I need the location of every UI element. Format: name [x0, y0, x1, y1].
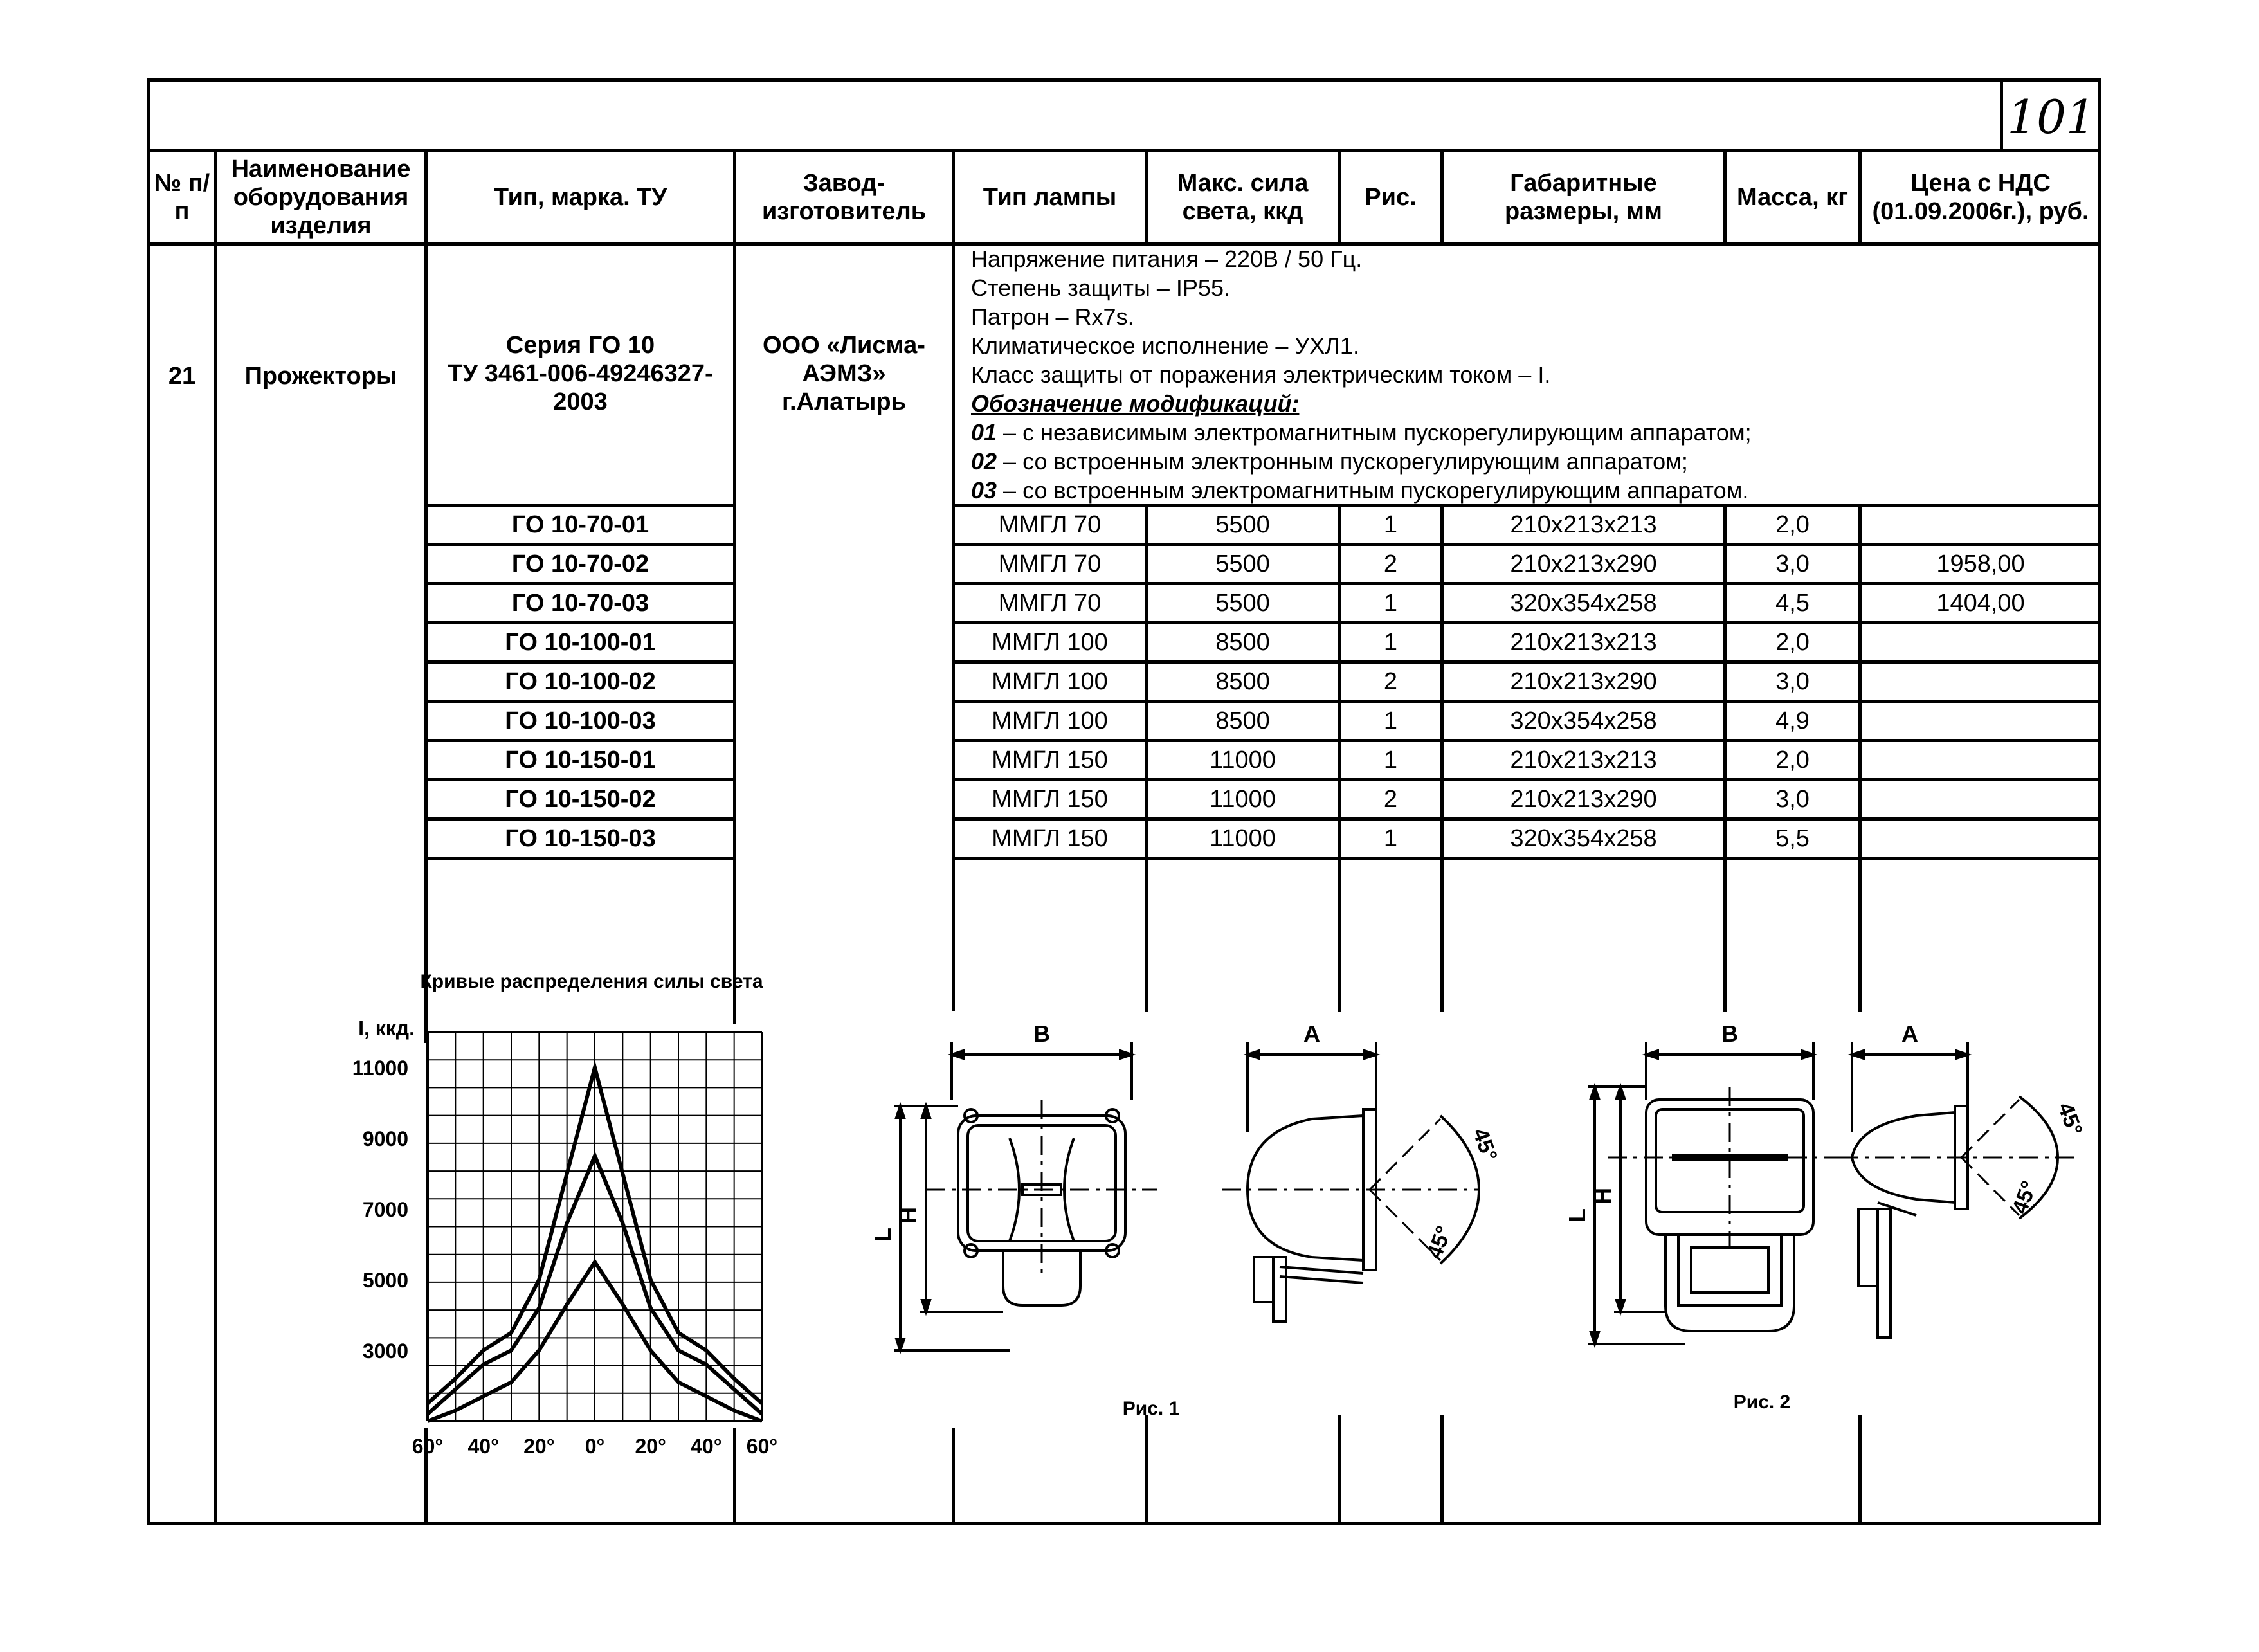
row-power: 5500	[1215, 511, 1270, 538]
spec-socket: Патрон – Rx7s.	[971, 304, 1134, 330]
row-dims: 320x354x258	[1510, 825, 1657, 852]
row-mass: 2,0	[1775, 747, 1810, 774]
row-mass: 3,0	[1775, 550, 1810, 577]
row-fig: 1	[1383, 825, 1398, 852]
mod01-text: – с независимым электромагнитным пускорегулирующим аппаратом;	[997, 419, 1752, 446]
row-model: ГО 10-150-02	[505, 786, 656, 813]
chart-xtick: 60°	[746, 1435, 778, 1458]
spec-mod02	[971, 447, 2096, 476]
chart-ylabel: I, ккд.	[358, 1017, 415, 1040]
page-number: 101	[2007, 90, 2096, 144]
row-model: ГО 10-150-01	[505, 747, 656, 774]
row-mass: 2,0	[1775, 629, 1810, 656]
fig2-dim-H: H	[1590, 1188, 1616, 1204]
row-price	[1862, 742, 2100, 778]
row-mass: 3,0	[1775, 786, 1810, 813]
row-price: 1404,00	[1936, 590, 2025, 617]
row-dims: 210x213x290	[1510, 786, 1657, 813]
item-name: Прожекторы	[244, 363, 397, 390]
chart-ytick: 11000	[352, 1057, 408, 1080]
fig2-dim-B: B	[1721, 1021, 1738, 1047]
row-dims: 210x213x213	[1510, 511, 1657, 538]
header-lamp: Тип лампы	[983, 184, 1117, 211]
header-type: Тип, марка. ТУ	[493, 184, 667, 211]
fig1-dim-L: L	[869, 1228, 896, 1242]
header-power: Макс. сила света, ккд	[1177, 170, 1309, 225]
row-price	[1862, 624, 2100, 660]
col-stub-4	[952, 1428, 955, 1525]
row-power: 8500	[1215, 707, 1270, 734]
chart-ytick: 9000	[362, 1127, 408, 1150]
chart-xtick: 20°	[523, 1435, 555, 1458]
item-series: Серия ГО 10	[505, 332, 655, 359]
chart-xtick: 40°	[691, 1435, 722, 1458]
fig1-caption: Рис. 1	[1122, 1398, 1180, 1419]
row-power: 5500	[1215, 550, 1270, 577]
col-stub-9	[1858, 1415, 1862, 1525]
row-lamp: ММГЛ 70	[998, 590, 1102, 617]
header-dims: Габаритные размеры, мм	[1505, 170, 1662, 225]
col-stub-7	[1440, 1415, 1444, 1525]
col-line-3	[733, 149, 736, 1024]
item-tu: ТУ 3461-006-49246327-2003	[448, 360, 713, 415]
row-line-data-end	[952, 857, 2101, 860]
row-lamp: ММГЛ 70	[998, 511, 1102, 538]
fig1-angle-bottom: 45°	[1422, 1222, 1457, 1262]
item-maker: ООО «Лисма-АЭМЗ» г.Алатырь	[763, 332, 925, 415]
row-lamp: ММГЛ 100	[992, 668, 1108, 695]
chart-ytick: 5000	[362, 1269, 408, 1292]
spec-mod01	[971, 418, 2096, 447]
row-model: ГО 10-100-02	[505, 668, 656, 695]
item-num: 21	[168, 363, 196, 390]
mod03-text: – со встроенным электромагнитным пускорегулирующим аппаратом.	[997, 477, 1749, 504]
light-distribution-chart	[322, 1003, 823, 1458]
spec-mod03	[971, 476, 2096, 505]
figure-1-drawing	[862, 1003, 1502, 1428]
mod01-code: 01	[971, 419, 997, 446]
row-mass: 3,0	[1775, 668, 1810, 695]
row-lamp: ММГЛ 100	[992, 707, 1108, 734]
chart-xtick: 0°	[585, 1435, 605, 1458]
header-num: № п/п	[154, 170, 210, 225]
row-lamp: ММГЛ 150	[992, 747, 1108, 774]
row-fig: 1	[1383, 747, 1398, 774]
row-dims: 210x213x213	[1510, 629, 1657, 656]
row-power: 8500	[1215, 629, 1270, 656]
row-price	[1862, 703, 2100, 739]
row-fig: 2	[1383, 786, 1398, 813]
row-mass: 5,5	[1775, 825, 1810, 852]
figure-2-drawing	[1556, 1003, 2096, 1428]
spec-voltage: Напряжение питания – 220В / 50 Гц.	[971, 246, 1363, 272]
chart-xtick: 60°	[412, 1435, 444, 1458]
item-type	[428, 331, 733, 416]
header-price: Цена с НДС (01.09.2006г.), руб.	[1872, 170, 2089, 225]
row-power: 11000	[1210, 786, 1276, 813]
row-mass: 4,5	[1775, 590, 1810, 617]
row-mass: 4,9	[1775, 707, 1810, 734]
spec-mod-title: Обозначение модификаций:	[971, 390, 1300, 417]
row-fig: 1	[1383, 629, 1398, 656]
row-model: ГО 10-100-03	[505, 707, 656, 734]
row-fig: 2	[1383, 550, 1398, 577]
chart-title: Кривые распределения силы света	[420, 971, 763, 992]
row-power: 5500	[1215, 590, 1270, 617]
row-lamp: ММГЛ 70	[998, 550, 1102, 577]
row-fig: 1	[1383, 511, 1398, 538]
fig2-dim-L: L	[1564, 1208, 1590, 1222]
header-mass: Масса, кг	[1736, 184, 1849, 211]
chart-xtick: 40°	[467, 1435, 499, 1458]
row-fig: 2	[1383, 668, 1398, 695]
fig1-dim-A: A	[1303, 1021, 1320, 1047]
row-power: 11000	[1210, 747, 1276, 774]
row-power: 8500	[1215, 668, 1270, 695]
chart-ytick: 7000	[362, 1198, 408, 1221]
row-price: 1958,00	[1936, 550, 2025, 577]
mod03-code: 03	[971, 477, 997, 504]
row-mass: 2,0	[1775, 511, 1810, 538]
row-price	[1862, 664, 2100, 700]
row-price	[1862, 821, 2100, 857]
row-lamp: ММГЛ 100	[992, 629, 1108, 656]
specs-block	[971, 244, 2096, 505]
header-fig: Рис.	[1365, 184, 1417, 211]
row-model: ГО 10-150-03	[505, 825, 656, 852]
header-maker: Завод-изготовитель	[761, 170, 927, 225]
col-stub-5	[1145, 1415, 1148, 1525]
chart-ytick: 3000	[362, 1339, 408, 1363]
spec-protection: Степень защиты – IP55.	[971, 275, 1230, 301]
row-dims: 210x213x213	[1510, 747, 1657, 774]
spec-climate: Климатическое исполнение – УХЛ1.	[971, 332, 1359, 359]
row-fig: 1	[1383, 707, 1398, 734]
mod02-code: 02	[971, 448, 997, 475]
spec-shock: Класс защиты от поражения электрическим током – I.	[971, 361, 1551, 388]
row-dims: 320x354x258	[1510, 707, 1657, 734]
fig2-dim-A: A	[1901, 1021, 1918, 1047]
fig2-angle-bottom: 45°	[2007, 1177, 2042, 1217]
row-dims: 210x213x290	[1510, 668, 1657, 695]
col-stub-6	[1338, 1415, 1341, 1525]
row-lamp: ММГЛ 150	[992, 825, 1108, 852]
row-model: ГО 10-70-02	[511, 550, 649, 577]
fig1-angle-top: 45°	[1467, 1125, 1502, 1165]
fig1-dim-B: B	[1033, 1021, 1050, 1047]
row-model: ГО 10-70-03	[511, 590, 649, 617]
page-number-divider	[2000, 78, 2003, 149]
row-price	[1862, 781, 2100, 817]
row-model: ГО 10-70-01	[511, 511, 649, 538]
chart-xtick: 20°	[635, 1435, 666, 1458]
row-dims: 320x354x258	[1510, 590, 1657, 617]
fig2-angle-top: 45°	[2053, 1099, 2087, 1139]
fig1-dim-H: H	[895, 1207, 921, 1224]
fig2-caption: Рис. 2	[1733, 1392, 1791, 1413]
row-dims: 210x213x290	[1510, 550, 1657, 577]
mod02-text: – со встроенным электронным пускорегулирующим аппаратом;	[997, 448, 1688, 475]
row-price	[1862, 507, 2100, 543]
header-name: Наименование оборудования изделия	[231, 156, 411, 239]
row-fig: 1	[1383, 590, 1398, 617]
row-power: 11000	[1210, 825, 1276, 852]
row-line-model-end	[424, 857, 736, 860]
row-lamp: ММГЛ 150	[992, 786, 1108, 813]
row-model: ГО 10-100-01	[505, 629, 656, 656]
